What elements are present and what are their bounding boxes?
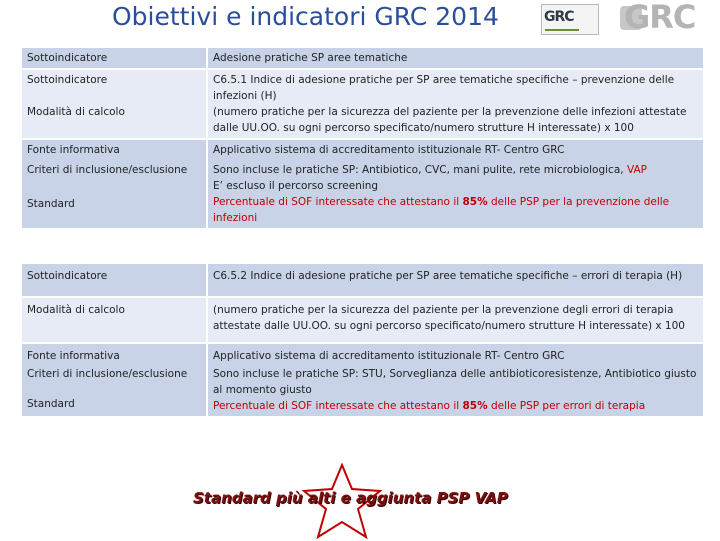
row-value — [207, 343, 704, 417]
criteria-highlight: VAP — [626, 164, 647, 176]
grc-logo-large-text: GRC — [624, 0, 696, 36]
indicator-table-infections — [20, 46, 705, 230]
label-standard: Standard — [27, 398, 75, 410]
standard-percentage: 85% — [462, 196, 488, 208]
grc-logo-large — [620, 2, 712, 35]
indicator-table-therapy-errors — [20, 262, 705, 418]
highlight-banner: Standard più alti e aggiunta PSP VAP — [193, 489, 508, 507]
source-text: Applicativo sistema di accreditamento istituzionale RT- Centro GRC — [213, 350, 565, 362]
standard-prefix: Percentuale di SOF interessate che attestano il — [213, 400, 460, 412]
page-title: Obiettivi e indicatori GRC 2014 — [112, 2, 499, 31]
standard-text — [213, 194, 698, 226]
standard-percentage: 85% — [462, 400, 488, 412]
table-row — [21, 69, 704, 139]
row-value — [207, 139, 704, 229]
row-label: Sottoindicatore — [21, 47, 207, 69]
standard-prefix: Percentuale di SOF interessate che attestano il — [213, 196, 460, 208]
source-text: Applicativo sistema di accreditamento istituzionale RT- Centro GRC — [213, 144, 565, 156]
criteria-text: Sono incluse le pratiche SP: STU, Sorveglianza delle antibioticoresistenze, Antibiotico giusto al momento giusto — [213, 368, 697, 396]
grc-logo-bar — [545, 29, 579, 31]
table-row — [21, 263, 704, 297]
standard-text — [213, 398, 698, 414]
criteria-prefix: Sono incluse le pratiche SP: Antibiotico, CVC, mani pulite, rete microbiologica, — [213, 164, 624, 176]
label-subindicator: Sottoindicatore — [27, 74, 108, 86]
grc-logo-small — [541, 4, 599, 35]
row-value: (numero pratiche per la sicurezza del paziente per la prevenzione degli errori di terapia attestate dalle UU.OO. su ogni percorso specificato/numero strutture H interessate) x 100 — [207, 297, 704, 343]
label-source: Fonte informativa — [27, 144, 120, 156]
standard-suffix: delle PSP per errori di terapia — [490, 400, 646, 412]
row-value: C6.5.2 Indice di adesione pratiche per SP aree tematiche specifiche – errori di terapia (H) — [207, 263, 704, 297]
row-value: Adesione pratiche SP aree tematiche — [207, 47, 704, 69]
row-label — [21, 139, 207, 229]
label-criteria: Criteri di inclusione/esclusione — [27, 164, 188, 176]
row-label — [21, 343, 207, 417]
calculation-formula: (numero pratiche per la sicurezza del paziente per la prevenzione delle infezioni attestate dalle UU.OO. su ogni percorso specificato/numero strutture H interessate) x 100 — [213, 106, 687, 134]
row-label: Modalità di calcolo — [21, 297, 207, 343]
label-standard: Standard — [27, 198, 75, 210]
row-label: Sottoindicatore — [21, 263, 207, 297]
table-row — [21, 297, 704, 343]
standard-suffix: delle PSP per la prevenzione delle infezioni — [213, 196, 670, 224]
row-label — [21, 69, 207, 139]
table-row — [21, 139, 704, 229]
label-criteria: Criteri di inclusione/esclusione — [27, 368, 188, 380]
row-value — [207, 69, 704, 139]
indicator-code-title: C6.5.1 Indice di adesione pratiche per SP aree tematiche specifiche – prevenzione delle infezioni (H) — [213, 74, 675, 102]
criteria-exclusion: E’ escluso il percorso screening — [213, 180, 379, 192]
label-calculation: Modalità di calcolo — [27, 106, 125, 118]
grc-logo-small-text: GRC — [544, 9, 574, 25]
criteria-text — [213, 162, 698, 178]
table-row — [21, 47, 704, 69]
label-source: Fonte informativa — [27, 350, 120, 362]
table-row — [21, 343, 704, 417]
